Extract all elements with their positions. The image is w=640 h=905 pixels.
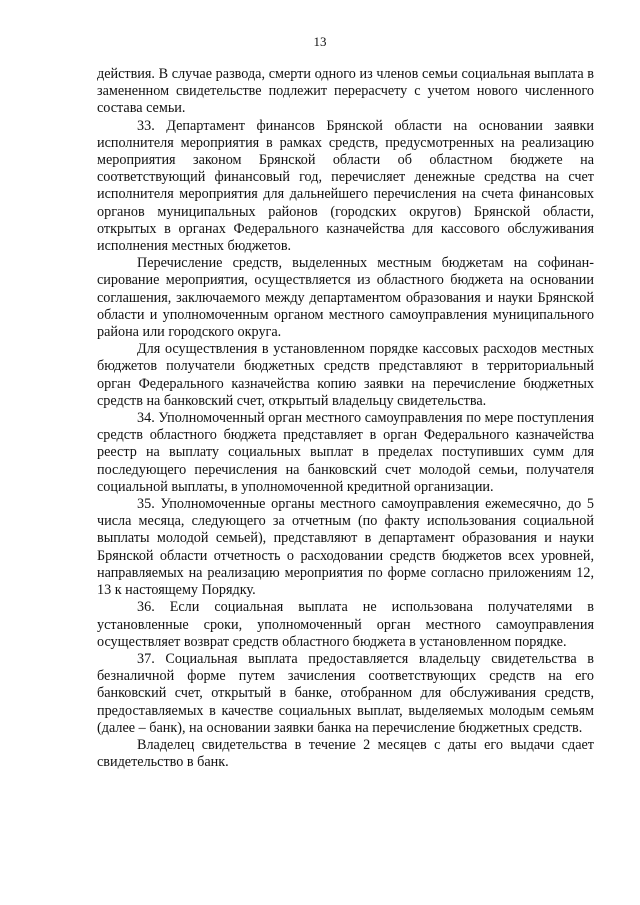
paragraph-continuation: действия. В случае развода, смерти одного из членов семьи социальная выплата в замененном свидетельстве подлежит перерасчету с учетом нового численного состава семьи. [97, 66, 594, 117]
document-body [97, 66, 594, 771]
paragraph-33: 33. Департамент финансов Брянской области на основании заявки исполнителя мероприятия в рамках средств, предусмотренных на реализацию мероприятия законом Брянской области об областном бюджете на соответствующий финансовый год, перечисляет денежные средства на счет исполнителя мероприятия для дальнейшего перечисления на счета финансовых органов муниципальных районов (городских округов) Брянской области, открытых в органах Федерального казначейства для кассового обслуживания исполнения местных бюджетов. [97, 117, 594, 255]
paragraph-36: 36. Если социальная выплата не использована получателями в установленные сроки, уполномоченный орган местного самоуправления осуществляет возврат средств областного бюджета в установленном порядке. [97, 599, 594, 650]
paragraph-35: 35. Уполномоченные органы местного самоуправления ежемесячно, до 5 числа месяца, следующего за отчетным (по факту использования социальной выплаты молодой семьей), представляют в департамент образования и науки Брянской области отчетность о расходовании средств бюджетов всех уровней, направляемых на реализацию мероприятия по форме согласно приложениям 12, 13 к настоящему Порядку. [97, 496, 594, 599]
paragraph-33-cofinancing: Перечисление средств, выделенных местным бюджетам на софинансирование мероприятия, осуществляется из областного бюджета на основании соглашения, заключаемого между департаментом образования и науки Брянской области и уполномоченным органом местного самоуправления муниципального района или городского округа. [97, 255, 594, 341]
paragraph-37: 37. Социальная выплата предоставляется владельцу свидетельства в безналичной форме путем зачисления соответствующих средств на его банковский счет, открытый в банке, отобранном для обслуживания средств, предоставляемых в качестве социальных выплат, выделяемых молодым семьям (далее – банк), на основании заявки банка на перечисление бюджетных средств. [97, 650, 594, 736]
paragraph-37-certificate-owner: Владелец свидетельства в течение 2 месяцев с даты его выдачи сдает свидетельство в банк. [97, 736, 594, 771]
page-number: 13 [313, 34, 327, 49]
paragraph-34: 34. Уполномоченный орган местного самоуправления по мере поступления средств областного бюджета представляет в орган Федерального казначейства реестр на выплату социальных выплат в пределах поступивших сумм для последующего перечисления на банковский счет молодой семьи, получателя социальной выплаты, в уполномоченной кредитной организации. [97, 410, 594, 495]
paragraph-33-cash-expenses: Для осуществления в установленном порядке кассовых расходов местных бюджетов получатели бюджетных средств представляют в территориальный орган Федерального казначейства копию заявки на перечисление бюджетных средств на банковский счет, открытый владельцу свидетельства. [97, 341, 594, 409]
